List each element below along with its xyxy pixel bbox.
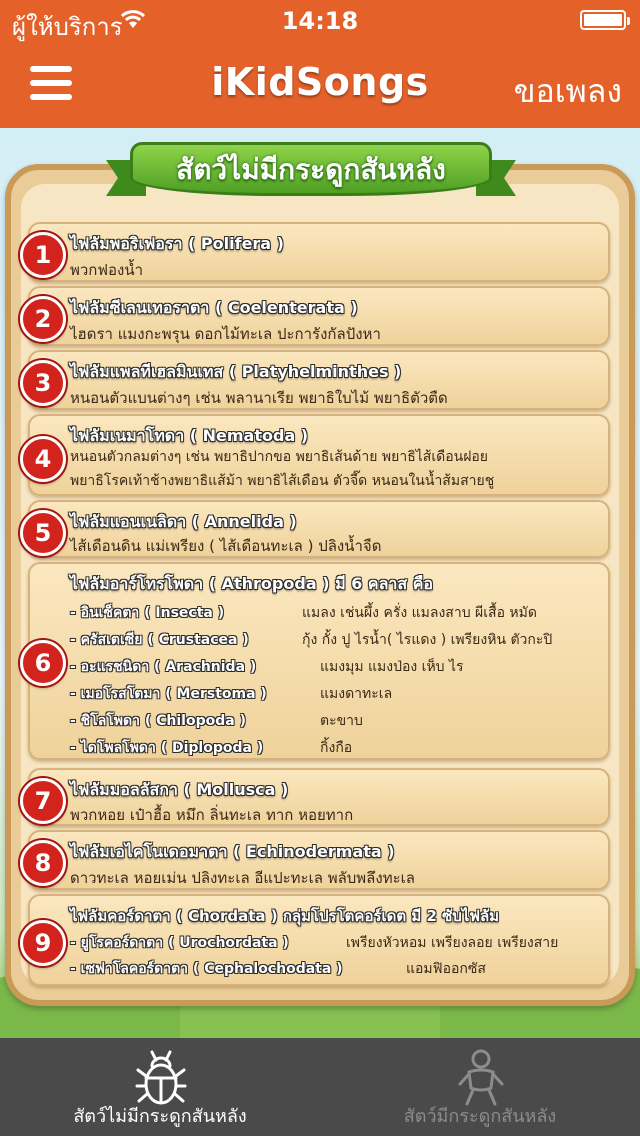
tab-invertebrates[interactable]: [0, 1038, 320, 1136]
top-bar: [0, 0, 640, 128]
class-row: [70, 656, 610, 678]
number-badge: 7: [20, 778, 66, 824]
number-badge: 2: [20, 296, 66, 342]
phylum-description: พวกหอย เป๋าฮื้อ หมึก ลิ่นทะเล ทาก หอยทาก: [70, 806, 354, 824]
class-name: - ชิโลโพดา ( Chilopoda ): [70, 713, 246, 729]
phylum-title: ไฟลัมพอริเฟอรา ( Polifera ): [70, 234, 284, 253]
phylum-card[interactable]: [28, 286, 610, 346]
phylum-card[interactable]: [28, 350, 610, 410]
phylum-description: ดาวทะเล หอยเม่น ปลิงทะเล อีแปะทะเล พลับพลึงทะเล: [70, 869, 415, 887]
tab-vertebrates[interactable]: [320, 1038, 640, 1136]
phylum-description: พยาธิโรคเท้าช้างพยาธิแส้ม้า พยาธิไส้เดือน ตัวจี๊ด หนอนในน้ำส้มสายชู: [70, 473, 495, 489]
number-badge: 8: [20, 840, 66, 886]
section-title: สัตว์ไม่มีกระดูกสันหลัง: [176, 153, 446, 186]
class-row: [70, 602, 610, 624]
number-badge: 4: [20, 436, 66, 482]
class-examples: แมลง เช่นผึ้ง ครั่ง แมลงสาบ ผีเสื้อ หมัด: [302, 605, 537, 621]
class-name: - อะแรชนิดา ( Arachnida ): [70, 659, 257, 675]
phylum-card[interactable]: [28, 222, 610, 282]
phylum-description: พวกฟองน้ำ: [70, 261, 144, 279]
class-row: [70, 710, 610, 732]
class-name: - ครัสเตเซีย ( Crustacea ): [70, 632, 249, 648]
phylum-card[interactable]: [28, 500, 610, 558]
number-badge: 6: [20, 640, 66, 686]
request-song-button[interactable]: ขอเพลง: [513, 72, 622, 110]
subphylum-row: [70, 958, 610, 980]
bug-icon: [135, 1048, 187, 1108]
class-name: - อินเซ็คตา ( Insecta ): [70, 605, 225, 621]
phylum-title: ไฟลัมแอนเนลิดา ( Annelida ): [70, 512, 297, 531]
number-badge: 1: [20, 232, 66, 278]
class-row: [70, 737, 610, 759]
tab-label: สัตว์มีกระดูกสันหลัง: [403, 1106, 557, 1127]
phylum-description: ไฮดรา แมงกะพรุน ดอกไม้ทะเล ปะการังกัลปังหา: [70, 325, 381, 343]
class-examples: ตะขาบ: [320, 713, 363, 729]
phylum-card[interactable]: [28, 562, 610, 760]
navigation-bar: [0, 40, 640, 128]
subphylum-examples: เพรียงหัวหอม เพรียงลอย เพรียงสาย: [346, 935, 559, 951]
subphylum-name: - เซฟาโลคอร์ดาตา ( Cephalochodata ): [70, 961, 343, 977]
class-examples: กุ้ง กั้ง ปู ไรน้ำ( ไรแดง ) เพรียงหิน ตัวกะปิ: [302, 632, 553, 648]
baby-icon: [455, 1048, 507, 1108]
phylum-card[interactable]: [28, 830, 610, 890]
class-name: - ไดโพลโพดา ( Diplopoda ): [70, 740, 264, 756]
class-row: [70, 629, 610, 651]
status-bar: [0, 0, 640, 40]
tab-label: สัตว์ไม่มีกระดูกสันหลัง: [73, 1106, 247, 1127]
battery-icon: [580, 10, 626, 30]
phylum-title: ไฟลัมเอไคโนเดอมาตา ( Echinodermata ): [70, 842, 395, 861]
tab-bar: [0, 1038, 640, 1136]
subphylum-row: [70, 932, 610, 954]
number-badge: 5: [20, 510, 66, 556]
class-row: [70, 683, 610, 705]
status-time: 14:18: [281, 7, 359, 35]
carrier-label: ผู้ให้บริการ: [12, 13, 123, 41]
number-badge: 3: [20, 360, 66, 406]
class-examples: แมงมุม แมงป่อง เห็บ ไร: [320, 659, 464, 675]
phylum-card[interactable]: [28, 414, 610, 496]
phylum-title: ไฟลัมคอร์ดาตา ( Chordata ) กลุ่มโปรโตคอร์เดต มี 2 ซับไฟลัม: [70, 907, 500, 925]
title-ribbon: [106, 138, 516, 202]
phylum-card[interactable]: [28, 768, 610, 826]
subphylum-name: - ยูโรคอร์ดาตา ( Urochordata ): [70, 935, 289, 951]
phylum-title: ไฟลัมอาร์โทรโพดา ( Athropoda ) มี 6 คลาส คือ: [70, 574, 434, 593]
app-title: iKidSongs: [211, 60, 429, 104]
phylum-title: ไฟลัมแพลทีเฮลมินเทส ( Platyhelminthes ): [70, 362, 402, 381]
number-badge: 9: [20, 920, 66, 966]
class-examples: แมงดาทะเล: [320, 686, 393, 702]
phylum-title: ไฟลัมมอลลัสกา ( Mollusca ): [70, 780, 289, 799]
phylum-description: หนอนตัวแบนต่างๆ เช่น พลานาเรีย พยาธิใบไม้ พยาธิตัวตืด: [70, 389, 448, 407]
phylum-card[interactable]: [28, 894, 610, 986]
phylum-description: หนอนตัวกลมต่างๆ เช่น พยาธิปากขอ พยาธิเส้นด้าย พยาธิไส้เดือนฝอย: [70, 449, 489, 465]
class-examples: กิ้งกือ: [320, 740, 353, 756]
phylum-title: ไฟลัมซีเลนเทอราตา ( Coelenterata ): [70, 298, 358, 317]
subphylum-examples: แอมฟิออกซัส: [406, 961, 486, 977]
phylum-title: ไฟลัมเนมาโทดา ( Nematoda ): [70, 426, 309, 445]
class-name: - เมอโรสโตมา ( Merstoma ): [70, 686, 267, 702]
phylum-description: ไส้เดือนดิน แม่เพรียง ( ไส้เดือนทะเล ) ปลิงน้ำจืด: [70, 537, 382, 555]
